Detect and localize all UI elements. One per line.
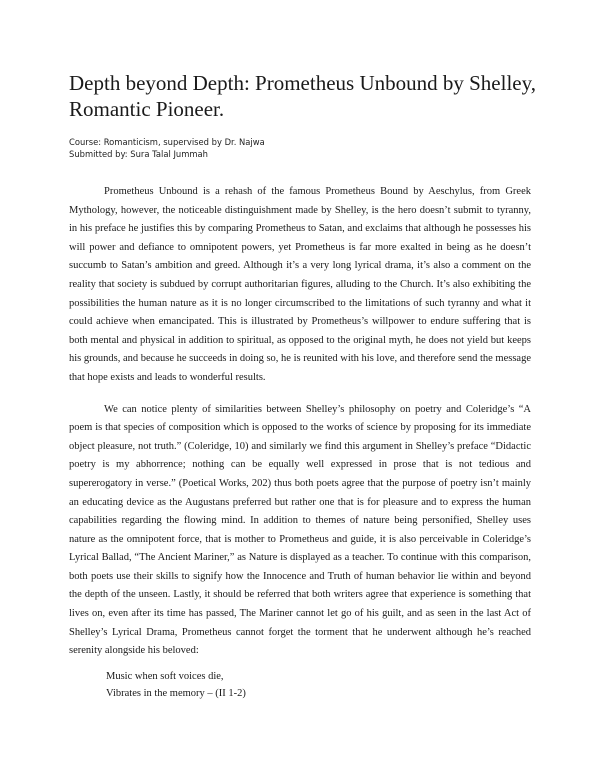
- document-body: [69, 183, 531, 661]
- document-title: Depth beyond Depth: Prometheus Unbound by Shelley, Romantic Pioneer.: [69, 71, 536, 121]
- body-paragraph-2: We can notice plenty of similarities between Shelley’s philosophy on poetry and Coleridge’s “A poem is that species of composition which is opposed to the works of science by proposing for its immediate object pleasure, not truth.” (Coleridge, 10) and similarly we find this argument in Shelley’s preface “Didactic poetry is my abhorrence; nothing can be equally well expressed in prose that is not tedious and supererogatory in verse.” (Poetical Works, 202) thus both poets agree that the purpose of poetry isn’t mainly an educating device as the Augustans preferred but rather one that is for pleasure and to express the human capabilities regarding the flowing mind. In addition to themes of nature being personified, Shelley uses nature as the omnipotent force, that is mother to Prometheus and guide, it is also perceivable in Coleridge’s Lyrical Ballad, “The Ancient Mariner,” as Nature is displayed as a teacher. To continue with this comparison, both poets use their skills to signify how the Innocence and Truth of human behavior lie within and beyond the depth of the unseen. Lastly, it should be referred that both writers agree that experience is something that lives on, even after its time has passed, The Mariner cannot let go of his guilt, and as seen in the last Act of Shelley’s Lyrical Drama, Prometheus cannot forget the torment that he underwent although he’s reached serenity alongside his beloved:: [69, 403, 531, 657]
- submitted-line: Submitted by: Sura Talal Jummah: [69, 149, 208, 159]
- quote-line-2: Vibrates in the memory – (II 1-2): [106, 688, 246, 699]
- poem-quote: [106, 668, 406, 702]
- body-paragraph-1: Prometheus Unbound is a rehash of the famous Prometheus Bound by Aeschylus, from Greek Mythology, however, the noticeable distinguishment made by Shelley, is the hero doesn’t submit to tyranny, in his preface he justifies this by comparing Prometheus to Satan, and exclaims that although he possesses his will power and defiance to omnipotent powers, yet Prometheus is far more exalted in being as he doesn’t succumb to Satan’s ambition and greed. Although it’s a very long lyrical drama, it’s also a comment on the reality that society is subdued by corrupt authoritarian figures, alluding to the Church. It’s also exhibiting the possibilities the human nature as it is no longer circumscribed to the limitations of such tyranny and what it could achieve when emancipated. This is illustrated by Prometheus’s willpower to endure suffering that is both mental and physical in addition to spiritual, as opposed to the original myth, he does not yield but keeps his grounds, and because he succeeds in doing so, he is reunited with his love, and therefore send the message that hope exists and leads to wonderful results.: [69, 186, 531, 383]
- course-line: Course: Romanticism, supervised by Dr. Najwa: [69, 137, 265, 147]
- document-meta: [69, 136, 529, 160]
- quote-line-1: Music when soft voices die,: [106, 671, 224, 682]
